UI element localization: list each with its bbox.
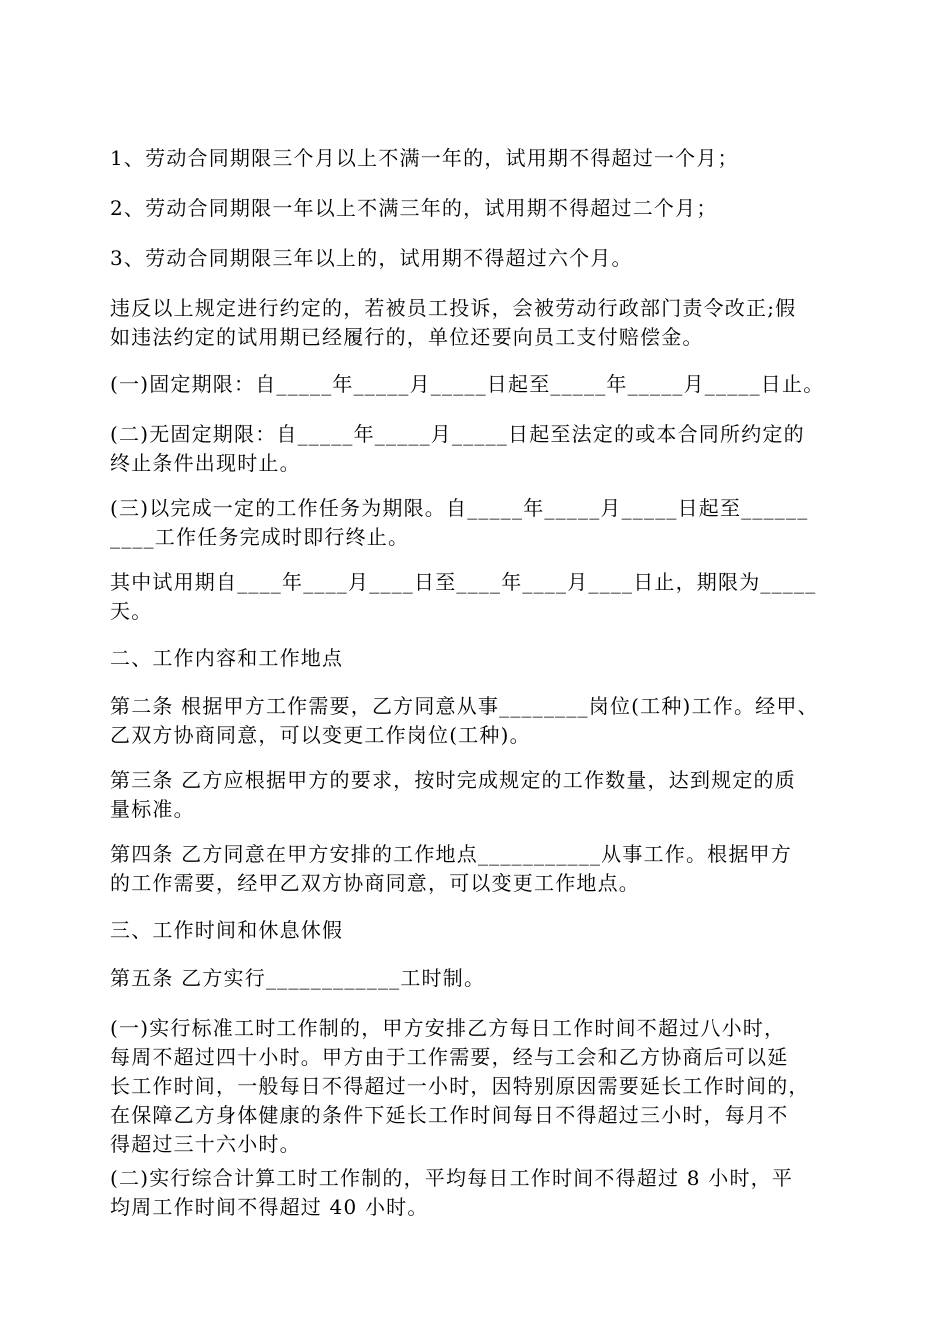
paragraph-standard-hours (110, 1014, 842, 1159)
text-line: (二)无固定期限：自_____年_____月_____日起至法定的或本合同所约定的 (110, 422, 805, 446)
paragraph-article-3 (110, 766, 842, 824)
paragraph-probation-rule-3 (110, 244, 842, 273)
text-line: 三、工作时间和休息休假 (110, 918, 344, 942)
text-line: (二)实行综合计算工时工作制的，平均每日工作时间不得超过 8 小时，平 (110, 1166, 794, 1190)
text-line: 2、劳动合同期限一年以上不满三年的，试用期不得超过二个月； (110, 196, 718, 220)
text-line: 得超过三十六小时。 (110, 1132, 301, 1156)
text-line: 其中试用期自____年____月____日至____年____月____日止，期限为_____ (110, 570, 817, 594)
text-line: (三)以完成一定的工作任务为期限。自_____年_____月_____日起至______ (110, 496, 809, 520)
text-line: 第四条 乙方同意在甲方安排的工作地点___________从事工作。根据甲方 (110, 842, 792, 866)
text-line: 的工作需要，经甲乙双方协商同意，可以变更工作地点。 (110, 871, 640, 895)
paragraph-probation-rule-2 (110, 194, 842, 223)
paragraph-fixed-term (110, 370, 842, 399)
text-line: 在保障乙方身体健康的条件下延长工作时间每日不得超过三小时，每月不 (110, 1103, 789, 1127)
paragraph-probation-period (110, 568, 842, 626)
text-line: (一)固定期限：自_____年_____月_____日起至_____年_____月_____日止。 (110, 372, 825, 396)
paragraph-probation-rule-1 (110, 144, 842, 173)
paragraph-article-5 (110, 964, 842, 993)
paragraph-open-term (110, 420, 842, 478)
paragraph-violation-note (110, 294, 842, 352)
text-line: (一)实行标准工时工作制的，甲方安排乙方每日工作时间不超过八小时， (110, 1016, 786, 1040)
paragraph-task-term (110, 494, 842, 552)
section-heading-work-hours (110, 916, 842, 945)
text-line: 每周不超过四十小时。甲方由于工作需要，经与工会和乙方协商后可以延 (110, 1045, 789, 1069)
text-line: 3、劳动合同期限三年以上的，试用期不得超过六个月。 (110, 246, 633, 270)
text-line: 终止条件出现时止。 (110, 451, 301, 475)
text-line: 量标准。 (110, 797, 195, 821)
text-line: 均周工作时间不得超过 40 小时。 (110, 1195, 429, 1219)
text-line: 天。 (110, 599, 153, 623)
text-line: 第二条 根据甲方工作需要，乙方同意从事________岗位(工种)工作。经甲、 (110, 694, 819, 718)
section-heading-work-content (110, 644, 842, 673)
paragraph-article-2 (110, 692, 842, 750)
paragraph-article-4 (110, 840, 842, 898)
text-line: 违反以上规定进行约定的，若被员工投诉，会被劳动行政部门责令改正;假 (110, 296, 797, 320)
text-line: 长工作时间，一般每日不得超过一小时，因特别原因需要延长工作时间的， (110, 1074, 810, 1098)
text-line: 第三条 乙方应根据甲方的要求，按时完成规定的工作数量，达到规定的质 (110, 768, 796, 792)
text-line: 第五条 乙方实行____________工时制。 (110, 966, 486, 990)
text-line: ____工作任务完成时即行终止。 (110, 525, 410, 549)
paragraph-comprehensive-hours (110, 1164, 842, 1222)
document-page (110, 0, 842, 1344)
text-line: 乙双方协商同意，可以变更工作岗位(工种)。 (110, 723, 531, 747)
text-line: 如违法约定的试用期已经履行的，单位还要向员工支付赔偿金。 (110, 325, 704, 349)
text-line: 二、工作内容和工作地点 (110, 646, 344, 670)
text-line: 1、劳动合同期限三个月以上不满一年的，试用期不得超过一个月； (110, 146, 739, 170)
